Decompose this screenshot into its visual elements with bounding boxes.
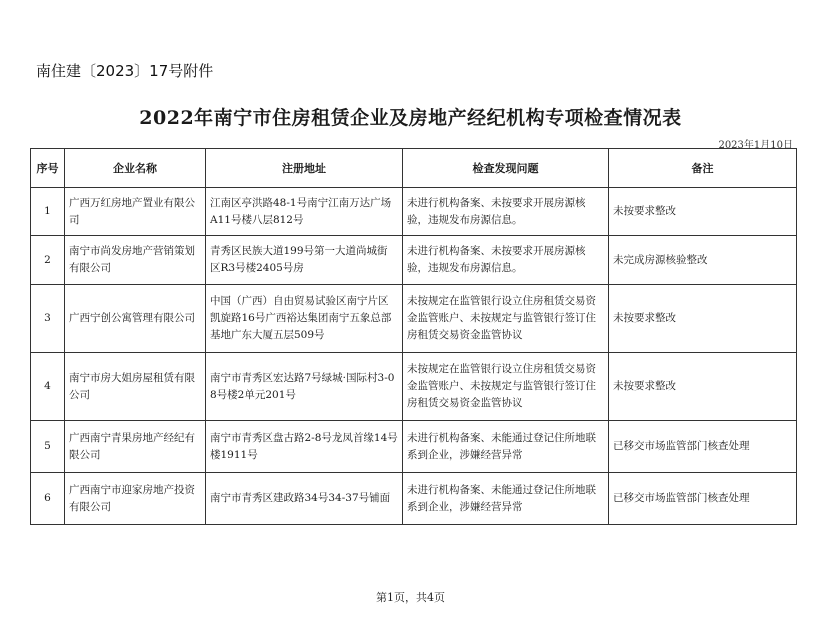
cell-seq: 1	[31, 188, 65, 236]
cell-company: 广西宁创公寓管理有限公司	[65, 285, 206, 353]
cell-address: 南宁市青秀区宏达路7号绿城·国际村3-08号楼2单元201号	[206, 353, 403, 421]
table-row	[31, 188, 797, 236]
page-number: 第1页，共4页	[376, 591, 445, 604]
table-row	[31, 421, 797, 473]
cell-address: 青秀区民族大道199号第一大道尚城街区R3号楼2405号房	[206, 236, 403, 285]
table-header-row	[31, 149, 797, 188]
cell-seq: 6	[31, 473, 65, 525]
cell-company: 广西南宁青果房地产经纪有限公司	[65, 421, 206, 473]
cell-remarks: 已移交市场监管部门核查处理	[609, 421, 797, 473]
cell-address: 南宁市青秀区盘古路2-8号龙凤首缘14号楼1911号	[206, 421, 403, 473]
cell-company: 广西万红房地产置业有限公司	[65, 188, 206, 236]
document-title: 2022年南宁市住房租赁企业及房地产经纪机构专项检查情况表	[139, 107, 682, 129]
cell-address: 江南区亭洪路48-1号南宁江南万达广场A11号楼八层812号	[206, 188, 403, 236]
cell-issues: 未进行机构备案、未按要求开展房源核验，违规发布房源信息。	[403, 236, 609, 285]
cell-company: 广西南宁市迎家房地产投资有限公司	[65, 473, 206, 525]
header-issues: 检查发现问题	[403, 149, 609, 188]
cell-issues: 未按规定在监管银行设立住房租赁交易资金监管账户、未按规定与监管银行签订住房租赁交易资金监管协议	[403, 285, 609, 353]
cell-seq: 3	[31, 285, 65, 353]
cell-remarks: 未按要求整改	[609, 353, 797, 421]
cell-remarks: 未按要求整改	[609, 285, 797, 353]
header-remarks: 备注	[609, 149, 797, 188]
cell-seq: 5	[31, 421, 65, 473]
cell-remarks: 已移交市场监管部门核查处理	[609, 473, 797, 525]
cell-remarks: 未完成房源核验整改	[609, 236, 797, 285]
document-date: 2023年1月10日	[718, 140, 793, 151]
table-row	[31, 353, 797, 421]
table-row	[31, 285, 797, 353]
document-reference: 南住建〔2023〕17号附件	[36, 62, 214, 80]
cell-address: 南宁市青秀区建政路34号34-37号铺面	[206, 473, 403, 525]
cell-remarks: 未按要求整改	[609, 188, 797, 236]
cell-company: 南宁市房大姐房屋租赁有限公司	[65, 353, 206, 421]
cell-issues: 未进行机构备案、未能通过登记住所地联系到企业，涉嫌经营异常	[403, 473, 609, 525]
cell-seq: 4	[31, 353, 65, 421]
cell-issues: 未按规定在监管银行设立住房租赁交易资金监管账户、未按规定与监管银行签订住房租赁交易资金监管协议	[403, 353, 609, 421]
header-address: 注册地址	[206, 149, 403, 188]
header-seq: 序号	[31, 149, 65, 188]
cell-company: 南宁市尚发房地产营销策划有限公司	[65, 236, 206, 285]
cell-issues: 未进行机构备案、未按要求开展房源核验，违规发布房源信息。	[403, 188, 609, 236]
table-row	[31, 473, 797, 525]
inspection-table	[30, 148, 797, 525]
cell-issues: 未进行机构备案、未能通过登记住所地联系到企业，涉嫌经营异常	[403, 421, 609, 473]
table-row	[31, 236, 797, 285]
cell-address: 中国（广西）自由贸易试验区南宁片区凯旋路16号广西裕达集团南宁五象总部基地广东大厦五层509号	[206, 285, 403, 353]
header-company: 企业名称	[65, 149, 206, 188]
cell-seq: 2	[31, 236, 65, 285]
